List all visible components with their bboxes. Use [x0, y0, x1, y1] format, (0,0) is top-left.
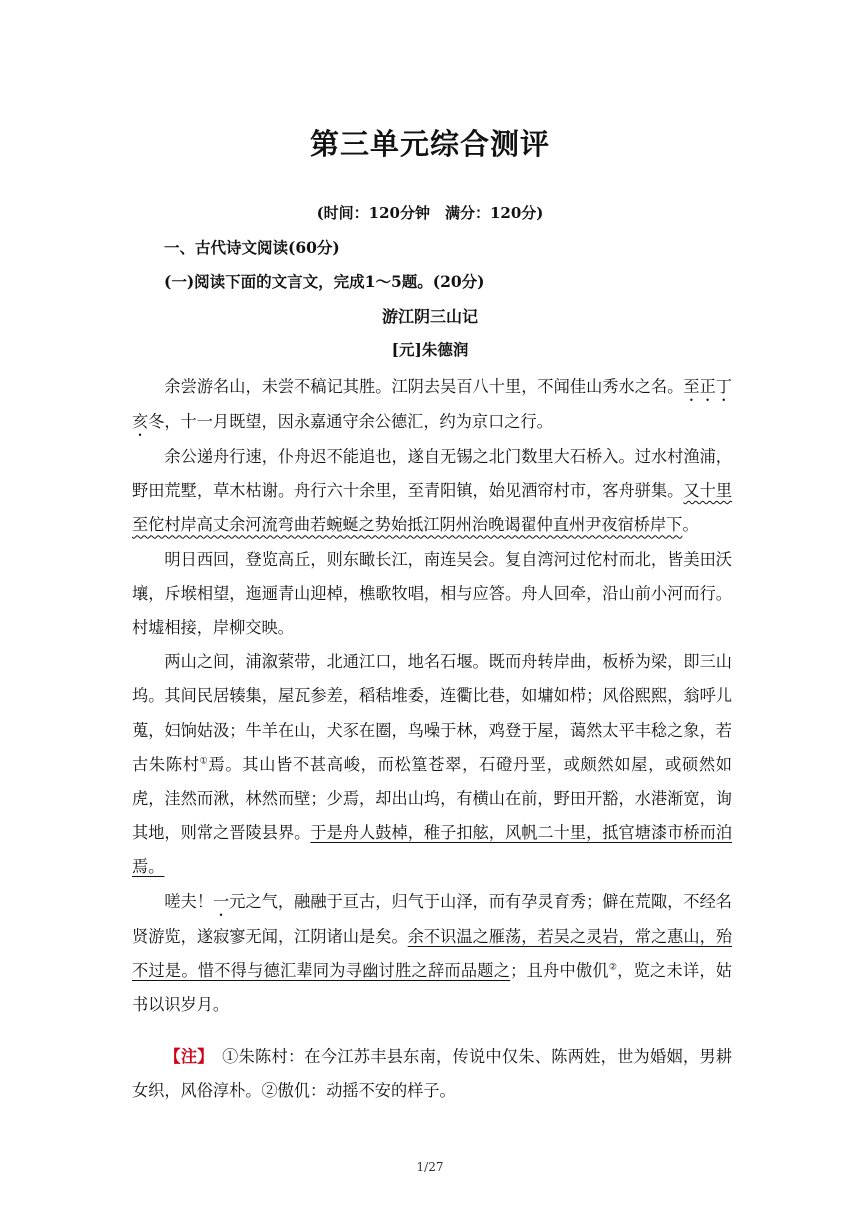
- paragraph-5-text-end: ，览之未详，姑书以识岁月。: [132, 960, 732, 1015]
- paragraph-2-text: 余公递舟行速，仆舟迟不能追也，遂自无锡之北门数里大石桥入。过水村渔浦，野田荒墅，草木枯谢。舟行六十余里，至青阳镇，始见酒帘村市，客舟骈集。: [132, 447, 732, 501]
- underlined-sentence-1: 于是舟人鼓棹，稚子扣舷，风帆二十里，抵官塘漆市桥而泊焉。: [132, 823, 733, 877]
- footnote-marker-2: ②: [608, 962, 618, 973]
- paragraph-4: [132, 645, 732, 884]
- dotted-term: 至正丁亥: [132, 377, 732, 431]
- note-tag: 【注】: [164, 1047, 206, 1066]
- paragraph-1-text-end: 冬，十一月既望，因永嘉通守余公德汇，约为京口之行。: [148, 412, 553, 431]
- underlined-sentence-2: 余不识温之雁荡，若吴之灵岩，常之惠山，殆不过是。惜不得与德汇辈同为寻幽讨胜之辞而品题之: [132, 926, 733, 980]
- dotted-character: 一: [213, 891, 230, 911]
- note-text: ①朱陈村：在今江苏丰县东南，传说中仅朱、陈两姓，世为婚姻，男耕女织，风俗淳朴。②傲仉：动摇不安的样子。: [132, 1047, 733, 1101]
- footnote-marker-1: ①: [199, 756, 209, 767]
- wavy-underlined-sentence: 又十里至佗村岸高丈余河流弯曲若蜿蜒之势始抵江阴州治晚谒翟仲直州尹夜宿桥岸下: [132, 481, 733, 535]
- paragraph-1: [132, 370, 732, 440]
- paragraph-2-text-end: 。: [682, 515, 699, 535]
- paragraph-4-text: 两山之间，浦溆萦带，北通江口，地名石堰。既而舟转岸曲，板桥为梁，即三山坞。其间民居辏集，屋瓦参差，稻秸堆委，连衢比巷，如墉如栉；风俗熙熙，翁呼儿蒐，妇饷姑汲；牛羊在山，犬豕在圈，鸟噪于林，鸡登于屋，蔼然太平丰稔之象，若古朱陈村: [132, 652, 732, 774]
- passage-title: 游江阴三山记: [381, 307, 478, 326]
- paragraph-1-text: 余尝游名山，未尝不稿记其胜。江阴去吴百八十里，不闻佳山秀水之名。: [164, 377, 684, 396]
- exam-meta: (时间：120分钟 满分：120分): [316, 204, 544, 222]
- passage-body: [132, 370, 732, 1022]
- paragraph-2: [132, 440, 732, 543]
- paragraph-4-text-middle: 焉。其山皆不甚高峻，而松篁苍翠，石磴丹垩，或颇然如屋，或硕然如虎，洼然而湫，林然而壁；少焉，却出山坞，有横山在前，野田开豁，水港渐宽，询其地，则常之晋陵县界。: [132, 754, 732, 843]
- page-number: 1/27: [416, 1160, 444, 1174]
- paragraph-5-text: 元之气，融融于亘古，归气于山泽，而有孕灵育秀；僻在荒陬，不经名贤游览，遂寂寥无闻，江阴诸山是矣。: [132, 891, 732, 946]
- paragraph-5-text-middle: ；且舟中傲仉: [510, 960, 609, 980]
- footnote: [132, 1040, 732, 1108]
- paragraph-3: [132, 543, 732, 646]
- document-title: 第三单元综合测评: [309, 127, 550, 161]
- section-heading: 一、古代诗文阅读(60分): [164, 238, 340, 257]
- passage-author: [元]朱德润: [391, 340, 469, 359]
- paragraph-5-text-start: 嗟夫！: [164, 891, 214, 911]
- paragraph-5: [132, 885, 732, 1023]
- paragraph-3-text: 明日西回，登览高丘，则东瞰长江，南连吴会。复自湾河过佗村而北，皆美田沃壤，斥堠相望，迤逦青山迎棹，樵歌牧唱，相与应答。舟人回牵，沿山前小河而行。村墟相接，岸柳交映。: [132, 549, 732, 638]
- question-instruction: (一)阅读下面的文言文，完成1～5题。(20分): [164, 272, 485, 291]
